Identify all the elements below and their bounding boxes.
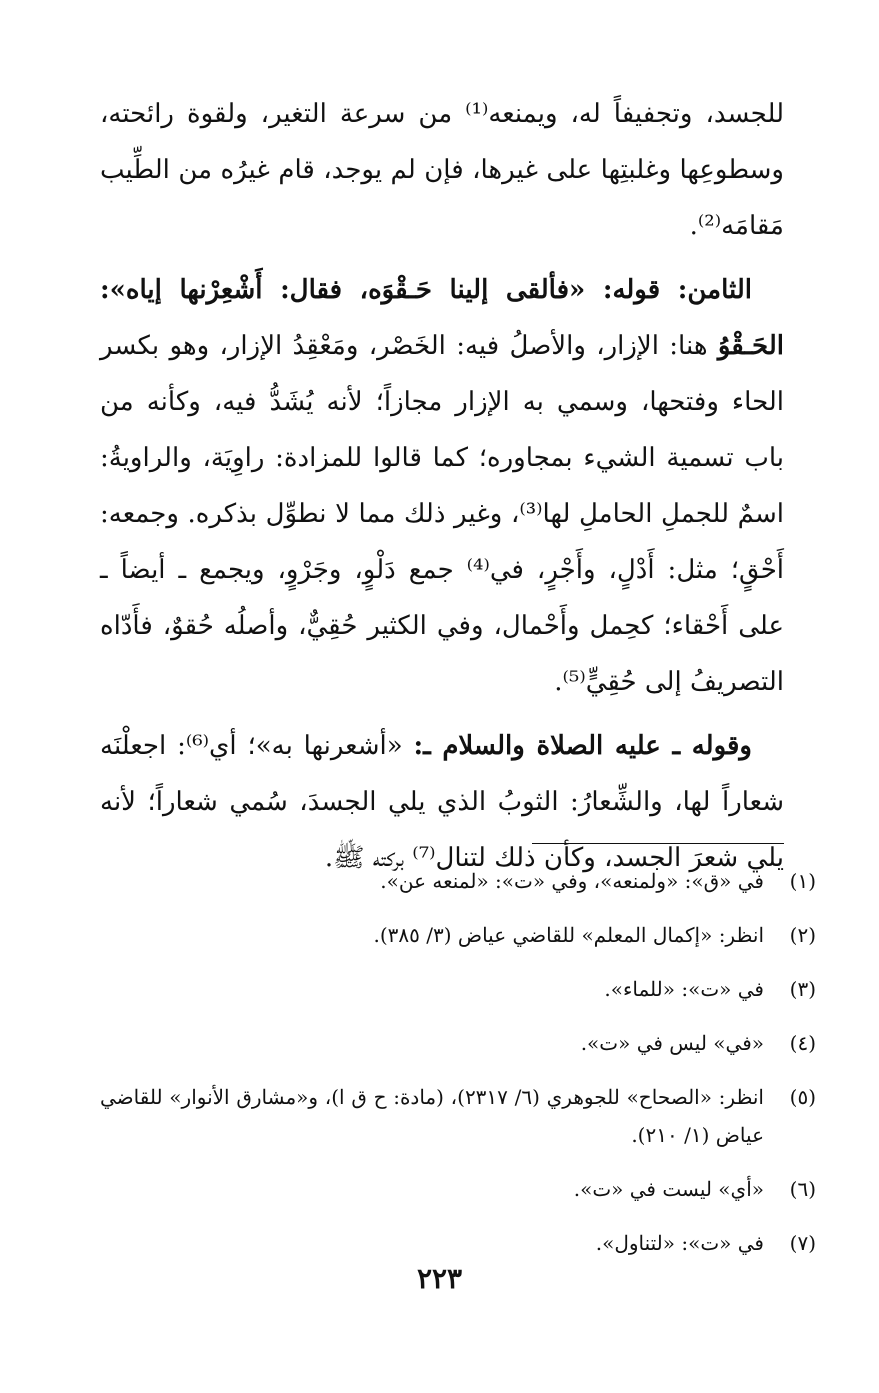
- footnote-item: [100, 1224, 816, 1262]
- footnote-text: في «ت»: «لتناول».: [595, 1231, 764, 1255]
- footnote-text: انظر: «إكمال المعلم» للقاضي عياض (٣/ ٣٨٥).: [373, 923, 764, 947]
- paragraph-2-lead: الثامن: قوله: «فألقى إلينا حَـقْوَه، فقال: أَشْعِرْنها إياه»: الحَـقْوُ: [100, 275, 784, 361]
- footnote-item: [100, 916, 816, 954]
- paragraph-2: [100, 262, 784, 710]
- footnote-text: في «ت»: «للماء».: [604, 977, 764, 1001]
- paragraph-3: [100, 718, 784, 886]
- footnote-item: [100, 1024, 816, 1062]
- footnote-number: (٧): [789, 1231, 816, 1255]
- footnote-item: [100, 862, 816, 900]
- main-text: [100, 86, 784, 894]
- footnote-number: (٥): [789, 1085, 816, 1109]
- footnotes-list: [100, 862, 816, 1278]
- footnote-number: (٣): [789, 977, 816, 1001]
- paragraph-2-text: هنا: الإزار، والأصلُ فيه: الخَصْر، ومَعْقِدُ الإزار، وهو بكسر الحاء وفتحها، وسمي به الإزار مجازاً؛ لأنه يُشَدُّ فيه، وكأنه من باب تسمية الشيء بمجاوره؛ كما قالوا للمزادة: راوِيَة، والراويةُ: اسمٌ للجملِ الحاملِ لها⁽³⁾، وغير ذلك مما لا نطوِّل بذكره. وجمعه: أَحْقٍ؛ مثل: أَدْلٍ، وأَجْرٍ، في⁽⁴⁾ جمع دَلْوٍ، وجَرْوٍ، ويجمع ـ أيضاً ـ على أَحْقاء؛ كحِمل وأَحْمال، وفي الكثير حُقِيٌّ، وأصلُه حُقوٌ، فأَدّاه التصريفُ إلى حُقِيٍّ⁽⁵⁾.: [100, 331, 785, 697]
- footnote-number: (٢): [789, 923, 816, 947]
- footnote-text: «أي» ليست في «ت».: [573, 1177, 764, 1201]
- footnote-item: [100, 970, 816, 1008]
- footnote-text: في «ق»: «ولمنعه»، وفي «ت»: «لمنعه عن».: [380, 869, 764, 893]
- footnote-separator: [532, 843, 784, 844]
- footnote-text: «في» ليس في «ت».: [580, 1031, 764, 1055]
- paragraph-3-lead: وقوله ـ عليه الصلاة والسلام ـ:: [413, 731, 752, 761]
- footnote-text: انظر: «الصحاح» للجوهري (٦/ ٢٣١٧)، (مادة: ح ق ا)، و«مشارق الأنوار» للقاضي عياض (١/ ٢١٠).: [100, 1085, 764, 1147]
- paragraph-3-text: «أشعرنها به»؛ أي⁽⁶⁾: اجعلْنَه شعاراً لها، والشِّعارُ: الثوبُ الذي يلي الجسدَ، سُمي شعاراً؛ لأنه يلي شعرَ الجسد، وكأن ذلك لتنال⁽⁷⁾ بركته ﷺ.: [100, 731, 784, 873]
- footnote-item: [100, 1078, 816, 1154]
- footnote-number: (١): [789, 869, 816, 893]
- footnote-number: (٤): [789, 1031, 816, 1055]
- page-number: ٢٢٣: [416, 1262, 463, 1295]
- footnote-number: (٦): [789, 1177, 816, 1201]
- footnote-item: [100, 1170, 816, 1208]
- paragraph-1: للجسد، وتجفيفاً له، ويمنعه⁽¹⁾ من سرعة التغير، ولقوة رائحته، وسطوعِها وغلبتِها على غيرها، فإن لم يوجد، قام غيرُه من الطِّيب مَقامَه⁽²⁾.: [100, 99, 784, 241]
